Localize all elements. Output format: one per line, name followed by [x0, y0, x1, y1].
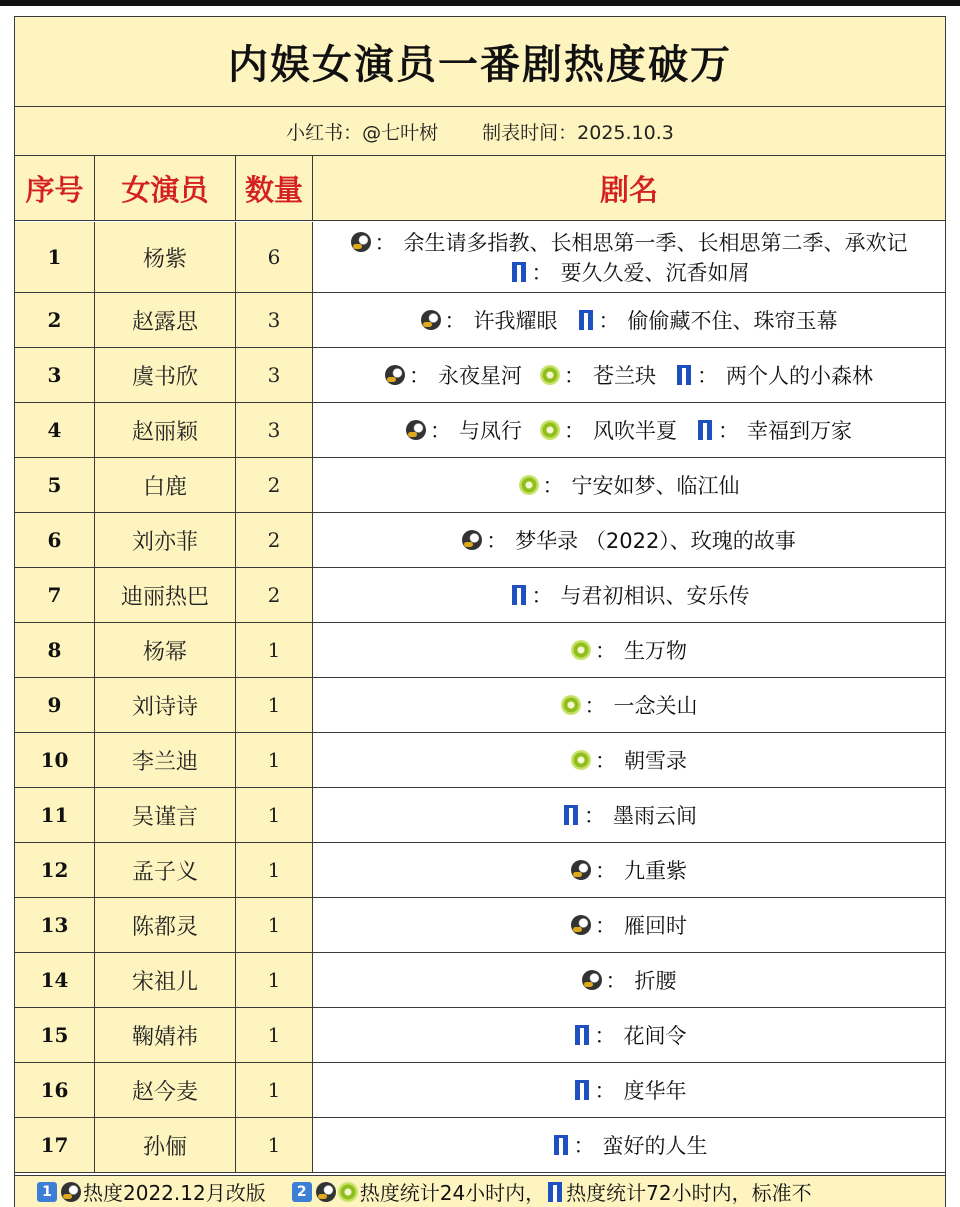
- count-cell: 1: [236, 788, 313, 843]
- header-dramas: 剧名: [313, 156, 945, 221]
- drama-titles: 幸福到万家: [747, 419, 852, 443]
- platform-segment: [351, 227, 908, 257]
- actress-cell: 李兰迪: [95, 733, 236, 788]
- youku-icon: [677, 365, 691, 385]
- actress-cell: 陈都灵: [95, 898, 236, 953]
- actress-cell: 孟子义: [95, 843, 236, 898]
- actress-cell: 刘诗诗: [95, 678, 236, 733]
- separator-colon: ：: [595, 859, 616, 883]
- dramas-line: [572, 1075, 687, 1105]
- dramas-line: [571, 745, 687, 775]
- table-row: [15, 953, 945, 1008]
- count-cell: 1: [236, 898, 313, 953]
- table-subtitle: [15, 107, 945, 156]
- dramas-line: [551, 1130, 708, 1160]
- separator-colon: ：: [564, 364, 585, 388]
- table-row: [15, 843, 945, 898]
- count-cell: 1: [236, 733, 313, 788]
- separator-colon: ：: [486, 529, 508, 553]
- table-row: [15, 898, 945, 953]
- rank-cell: 17: [15, 1118, 95, 1173]
- actress-cell: 孙俪: [95, 1118, 236, 1173]
- platform-segment: [571, 635, 687, 665]
- dramas-cell: [313, 953, 945, 1008]
- actress-cell: 赵今麦: [95, 1063, 236, 1118]
- separator-colon: ：: [542, 474, 564, 498]
- table-row: [15, 788, 945, 843]
- drama-titles: 偷偷藏不住、珠帘玉幕: [627, 309, 838, 333]
- platform-segment: [576, 305, 838, 335]
- separator-colon: ：: [598, 309, 620, 333]
- separator-colon: ：: [444, 309, 466, 333]
- penguin-icon: [571, 915, 591, 935]
- table-row: [15, 293, 945, 348]
- actress-cell: 宋祖儿: [95, 953, 236, 1008]
- separator-colon: ：: [531, 261, 553, 285]
- iqiyi-icon: [519, 475, 539, 495]
- drama-titles: 蛮好的人生: [602, 1134, 708, 1158]
- platform-segment: [571, 855, 687, 885]
- header-rank: 序号: [15, 156, 95, 221]
- drama-titles: 朝雪录: [624, 749, 687, 773]
- count-cell: 2: [236, 513, 313, 568]
- drama-titles: 与凤行: [459, 419, 522, 443]
- iqiyi-icon: [540, 420, 560, 440]
- penguin-icon: [316, 1182, 336, 1202]
- dramas-line: [572, 1020, 687, 1050]
- platform-segment: [571, 910, 687, 940]
- actress-cell: 刘亦菲: [95, 513, 236, 568]
- actress-cell: 鞠婧祎: [95, 1008, 236, 1063]
- penguin-icon: [582, 970, 602, 990]
- separator-colon: ：: [584, 694, 606, 718]
- count-cell: 2: [236, 568, 313, 623]
- youku-icon: [548, 1182, 562, 1202]
- dramas-cell: [313, 733, 945, 788]
- drama-titles: 墨雨云间: [613, 804, 697, 828]
- table-row: [15, 1063, 945, 1118]
- platform-segment: [582, 965, 677, 995]
- table-row: [15, 1008, 945, 1063]
- actress-cell: 白鹿: [95, 458, 236, 513]
- actress-cell: 赵丽颖: [95, 403, 236, 458]
- dramas-line: [561, 690, 698, 720]
- header-actress: 女演员: [95, 156, 236, 221]
- youku-icon: [575, 1025, 589, 1045]
- dramas-cell: [313, 293, 945, 348]
- table-row: [15, 222, 945, 293]
- drama-titles: 永夜星河: [438, 364, 522, 388]
- rank-cell: 13: [15, 898, 95, 953]
- youku-icon: [554, 1135, 568, 1155]
- count-cell: 1: [236, 1008, 313, 1063]
- actress-cell: 杨幂: [95, 623, 236, 678]
- rank-cell: 12: [15, 843, 95, 898]
- dramas-cell: [313, 898, 945, 953]
- table-title: 内娱女演员一番剧热度破万: [15, 17, 945, 107]
- count-cell: 1: [236, 953, 313, 1008]
- iqiyi-icon: [571, 750, 591, 770]
- dramas-line: [385, 360, 873, 390]
- rank-cell: 5: [15, 458, 95, 513]
- dramas-cell: [313, 568, 945, 623]
- footer-note-2: 热度统计24小时内，: [359, 1181, 546, 1205]
- actress-cell: 赵露思: [95, 293, 236, 348]
- drama-titles: 余生请多指教、长相思第一季、长相思第二季、承欢记: [403, 231, 908, 255]
- footer-note: [14, 1175, 946, 1207]
- table-row: [15, 678, 945, 733]
- dramas-cell: [313, 788, 945, 843]
- separator-colon: ：: [595, 749, 616, 773]
- platform-segment: [509, 580, 750, 610]
- rank-cell: 14: [15, 953, 95, 1008]
- dramas-line: [582, 965, 677, 995]
- rank-cell: 8: [15, 623, 95, 678]
- table-row: [15, 348, 945, 403]
- count-cell: 1: [236, 1063, 313, 1118]
- youku-icon: [698, 420, 712, 440]
- penguin-icon: [385, 365, 405, 385]
- penguin-icon: [61, 1182, 81, 1202]
- rank-cell: 16: [15, 1063, 95, 1118]
- separator-colon: ：: [595, 914, 616, 938]
- count-cell: 1: [236, 843, 313, 898]
- table-row: [15, 1118, 945, 1173]
- separator-colon: ：: [409, 364, 430, 388]
- platform-segment: [540, 360, 656, 390]
- dramas-line: [462, 525, 796, 555]
- dramas-line: [509, 257, 750, 287]
- ranking-table: [14, 16, 946, 1207]
- penguin-icon: [351, 232, 371, 252]
- footer-note-3: 热度统计72小时内，标准不: [566, 1181, 812, 1205]
- dramas-cell: [313, 513, 945, 568]
- youku-icon: [512, 585, 526, 605]
- iqiyi-icon: [540, 365, 560, 385]
- drama-titles: 宁安如梦、临江仙: [571, 474, 740, 498]
- drama-titles: 许我耀眼: [473, 309, 558, 333]
- separator-colon: ：: [374, 231, 396, 255]
- rank-cell: 2: [15, 293, 95, 348]
- dramas-cell: [313, 1008, 945, 1063]
- drama-titles: 梦华录 （2022）、玫瑰的故事: [515, 529, 796, 553]
- drama-titles: 折腰: [634, 969, 677, 993]
- dramas-line: [509, 580, 750, 610]
- separator-colon: ：: [595, 639, 616, 663]
- count-cell: 1: [236, 1118, 313, 1173]
- dramas-line: [421, 305, 838, 335]
- count-cell: 3: [236, 348, 313, 403]
- drama-titles: 一念关山: [613, 694, 698, 718]
- rank-cell: 6: [15, 513, 95, 568]
- top-edge-bar: [0, 0, 960, 6]
- penguin-icon: [421, 310, 441, 330]
- dramas-cell: [313, 458, 945, 513]
- actress-cell: 吴谨言: [95, 788, 236, 843]
- count-cell: 1: [236, 623, 313, 678]
- table-row: [15, 623, 945, 678]
- table-date: 制表时间：2025.10.3: [482, 121, 674, 144]
- source-credit: 小红书：@七叶树: [286, 121, 439, 144]
- count-cell: 3: [236, 293, 313, 348]
- dramas-line: [571, 855, 687, 885]
- platform-segment: [462, 525, 796, 555]
- dramas-cell: [313, 403, 945, 458]
- iqiyi-icon: [561, 695, 581, 715]
- platform-segment: [674, 360, 873, 390]
- drama-titles: 雁回时: [624, 914, 687, 938]
- separator-colon: ：: [430, 419, 451, 443]
- dramas-cell: [313, 222, 945, 293]
- number-badge-2: 2: [292, 1182, 312, 1202]
- platform-segment: [421, 305, 558, 335]
- table-row: [15, 513, 945, 568]
- number-badge-1: 1: [37, 1182, 57, 1202]
- iqiyi-icon: [338, 1182, 358, 1202]
- separator-colon: ：: [605, 969, 627, 993]
- separator-colon: ：: [584, 804, 605, 828]
- rank-cell: 7: [15, 568, 95, 623]
- table-row: [15, 403, 945, 458]
- count-cell: 1: [236, 678, 313, 733]
- separator-colon: ：: [594, 1024, 616, 1048]
- youku-icon: [512, 262, 526, 282]
- platform-segment: [695, 415, 852, 445]
- separator-colon: ：: [573, 1134, 595, 1158]
- actress-cell: 杨紫: [95, 222, 236, 293]
- rank-cell: 3: [15, 348, 95, 403]
- count-cell: 3: [236, 403, 313, 458]
- drama-titles: 两个人的小森林: [726, 364, 873, 388]
- platform-segment: [572, 1020, 687, 1050]
- dramas-line: [351, 227, 908, 257]
- platform-segment: [561, 690, 698, 720]
- dramas-line: [571, 635, 687, 665]
- rank-cell: 11: [15, 788, 95, 843]
- platform-segment: [540, 415, 677, 445]
- table-row: [15, 733, 945, 788]
- iqiyi-icon: [571, 640, 591, 660]
- youku-icon: [575, 1080, 589, 1100]
- youku-icon: [564, 805, 578, 825]
- rank-cell: 4: [15, 403, 95, 458]
- dramas-cell: [313, 1063, 945, 1118]
- separator-colon: ：: [697, 364, 718, 388]
- dramas-cell: [313, 348, 945, 403]
- drama-titles: 苍兰玦: [593, 364, 656, 388]
- drama-titles: 生万物: [624, 639, 687, 663]
- count-cell: 6: [236, 222, 313, 293]
- table-row: [15, 458, 945, 513]
- platform-segment: [561, 800, 697, 830]
- header-count: 数量: [236, 156, 313, 221]
- drama-titles: 九重紫: [624, 859, 687, 883]
- separator-colon: ：: [531, 584, 553, 608]
- actress-cell: 虞书欣: [95, 348, 236, 403]
- rank-cell: 10: [15, 733, 95, 788]
- rank-cell: 1: [15, 222, 95, 293]
- dramas-cell: [313, 1118, 945, 1173]
- drama-titles: 与君初相识、安乐传: [560, 584, 750, 608]
- youku-icon: [579, 310, 593, 330]
- dramas-line: [561, 800, 697, 830]
- actress-cell: 迪丽热巴: [95, 568, 236, 623]
- table-row: [15, 568, 945, 623]
- drama-titles: 花间令: [623, 1024, 687, 1048]
- platform-segment: [519, 470, 740, 500]
- dramas-cell: [313, 623, 945, 678]
- platform-segment: [509, 257, 750, 287]
- separator-colon: ：: [594, 1079, 616, 1103]
- platform-segment: [406, 415, 522, 445]
- platform-segment: [571, 745, 687, 775]
- dramas-line: [519, 470, 740, 500]
- dramas-cell: [313, 678, 945, 733]
- dramas-line: [406, 415, 852, 445]
- penguin-icon: [462, 530, 482, 550]
- platform-segment: [551, 1130, 708, 1160]
- drama-titles: 要久久爱、沉香如屑: [560, 261, 750, 285]
- platform-segment: [572, 1075, 687, 1105]
- penguin-icon: [406, 420, 426, 440]
- rank-cell: 15: [15, 1008, 95, 1063]
- drama-titles: 度华年: [623, 1079, 687, 1103]
- dramas-cell: [313, 843, 945, 898]
- footer-note-1: 热度2022.12月改版: [83, 1181, 266, 1205]
- rank-cell: 9: [15, 678, 95, 733]
- platform-segment: [385, 360, 522, 390]
- penguin-icon: [571, 860, 591, 880]
- separator-colon: ：: [718, 419, 739, 443]
- separator-colon: ：: [564, 419, 585, 443]
- drama-titles: 风吹半夏: [593, 419, 677, 443]
- dramas-line: [571, 910, 687, 940]
- count-cell: 2: [236, 458, 313, 513]
